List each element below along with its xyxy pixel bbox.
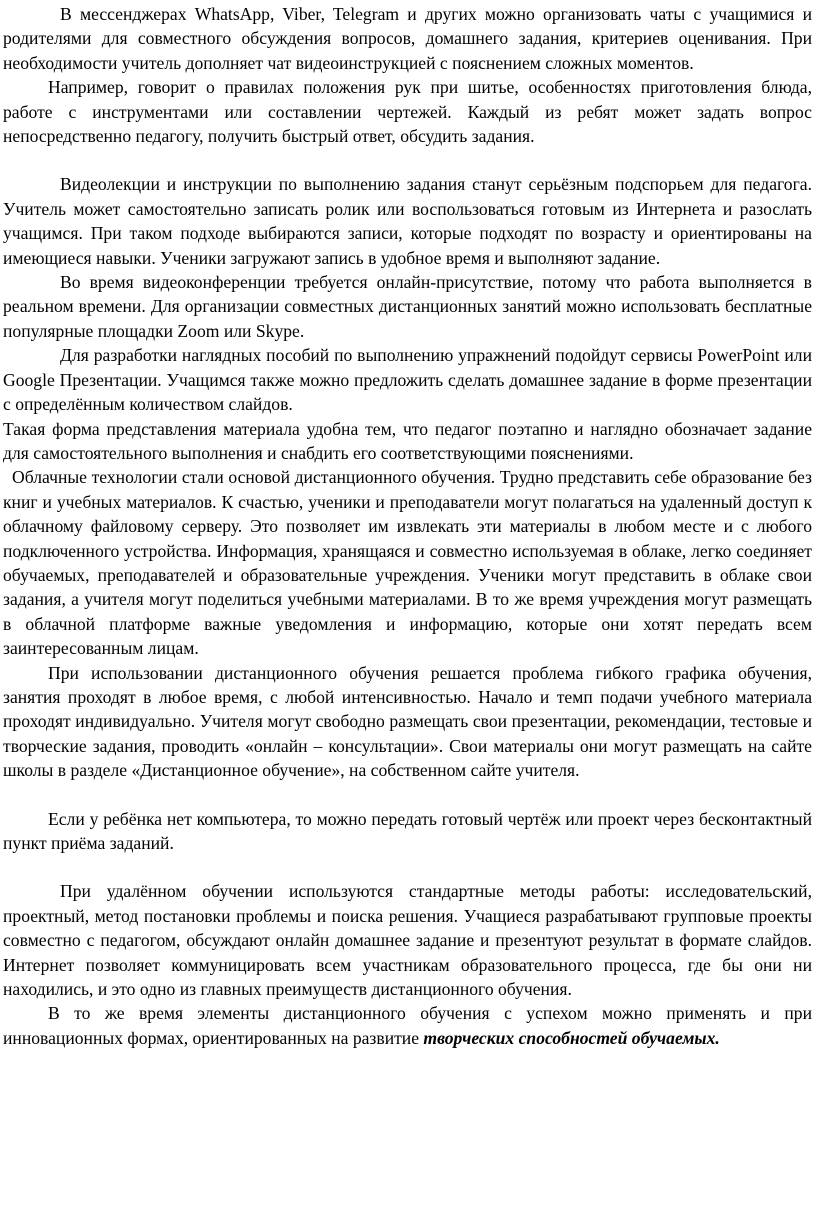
paragraph-flexible-schedule: При использовании дистанционного обучения решается проблема гибкого графика обучения, занятия проходят в любое время, с любой интенсивностью. Начало и темп подачи учебного материала проходят индивидуально. Учителя могут свободно размещать свои презентации, рекомендации, тестовые и творческие задания, проводить «онлайн – консультации». Свои материалы они могут размещать на сайте школы в разделе «Дистанционное обучение», на собственном сайте учителя.: [3, 662, 812, 781]
paragraph-presentation-form: Такая форма представления материала удобна тем, что педагог поэтапно и наглядно обозначает задание для самостоятельного выполнения и снабдить его соответствующими пояснениями.: [3, 418, 812, 463]
paragraph-messengers: В мессенджерах WhatsApp, Viber, Telegram и других можно организовать чаты с учащимися и родителями для совместного обсуждения вопросов, домашнего задания, критериев оценивания. При необходимости учитель дополняет чат видеоинструкцией с пояснением сложных моментов.: [3, 4, 812, 73]
innovative-forms-text: В то же время элементы дистанционного обучения с успехом можно применять и при инновационных формах, ориентированных на развитие: [3, 1003, 812, 1048]
paragraph-video-lectures: Видеолекции и инструкции по выполнению задания станут серьёзным подспорьем для педагога. Учитель может самостоятельно записать ролик или воспользоваться готовым из Интернета и разослать учащимся. При таком подходе выбираются записи, которые подходят по возрасту и ориентированы на имеющиеся навыки. Ученики загружают запись в удобное время и выполняют задание.: [3, 174, 812, 268]
paragraph-remote-methods: При удалённом обучении используются стандартные методы работы: исследовательский, проектный, метод постановки проблемы и поиска решения. Учащиеся разрабатывают групповые проекты совместно с педагогом, обсуждают онлайн домашнее задание и презентуют результат в формате слайдов. Интернет позволяет коммуницировать всем участникам образовательного процесса, где бы они ни находились, и это одно из главных преимуществ дистанционного обучения.: [3, 881, 812, 1000]
paragraph-example-questions: Например, говорит о правилах положения рук при шитье, особенностях приготовления блюда, работе с инструментами или составлении чертежей. Каждый из ребят может задать вопрос непосредственно педагогу, получить быстрый ответ, обсудить задания.: [3, 77, 812, 147]
emphasized-text: творческих способностей обучаемых.: [423, 1027, 720, 1048]
paragraph-cloud-technologies: Облачные технологии стали основой дистанционного обучения. Трудно представить себе образование без книг и учебных материалов. К счастью, ученики и преподаватели могут полагаться на удаленный доступ к облачному файловому серверу. Это позволяет им извлекать эти материалы в любом месте и с любого подключенного устройства. Информация, хранящаяся и совместно используемая в облаке, легко соединяет обучаемых, преподавателей и образовательные учреждения. Ученики могут представить в облаке свои задания, а учителя могут поделиться учебными материалами. В то же время учреждения могут размещать в облачной платформе важные уведомления и информацию, которые они хотят передать всем заинтересованным лицам.: [3, 467, 812, 659]
paragraph-innovative-forms: [3, 1001, 812, 1050]
paragraph-presentation-services: Для разработки наглядных пособий по выполнению упражнений подойдут сервисы PowerPoint или Google Презентации. Учащимся также можно предложить сделать домашнее задание в форме презентации с определённым количеством слайдов.: [3, 345, 812, 415]
paragraph-no-computer: Если у ребёнка нет компьютера, то можно передать готовый чертёж или проект через бесконтактный пункт приёма заданий.: [3, 808, 812, 853]
paragraph-video-conference: Во время видеоконференции требуется онлайн-присутствие, потому что работа выполняется в реальном времени. Для организации совместных дистанционных занятий можно использовать бесплатные популярные площадки Zoom или Skype.: [3, 272, 812, 341]
